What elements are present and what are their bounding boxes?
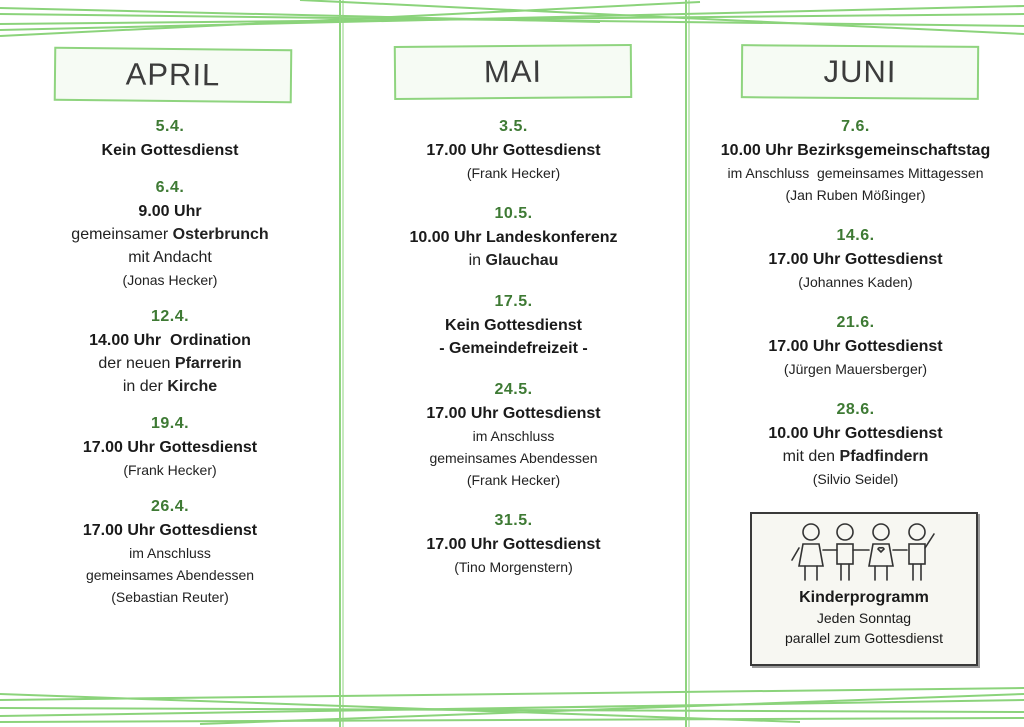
event-note: im Anschluss bbox=[472, 428, 555, 444]
event-detail-line bbox=[0, 352, 340, 375]
event-note: im Anschluss gemeinsames Mittagessen bbox=[727, 165, 984, 181]
event-detail-line bbox=[341, 249, 686, 272]
column-mai bbox=[341, 0, 686, 727]
column-juni bbox=[687, 0, 1024, 727]
event-detail-emphasis: Osterbrunch bbox=[172, 226, 269, 243]
event-note: (Jan Ruben Mößinger) bbox=[785, 187, 926, 203]
event-note: (Silvio Seidel) bbox=[812, 471, 899, 487]
column-april bbox=[0, 0, 340, 727]
event-detail-line bbox=[0, 223, 340, 246]
event-title: 17.00 Uhr Gottesdienst bbox=[426, 536, 601, 553]
event-title: - Gemeindefreizeit - bbox=[439, 340, 588, 357]
event-note: (Frank Hecker) bbox=[466, 165, 561, 181]
event-note: (Frank Hecker) bbox=[466, 472, 561, 488]
event-note: (Johannes Kaden) bbox=[798, 274, 913, 290]
event-item bbox=[0, 176, 340, 291]
month-title-april: APRIL bbox=[54, 47, 293, 103]
event-title: 17.00 Uhr Gottesdienst bbox=[82, 439, 258, 456]
kinderprogramm-title: Kinderprogramm bbox=[799, 589, 929, 606]
event-title: 10.00 Uhr Gottesdienst bbox=[768, 425, 943, 442]
event-item bbox=[0, 412, 340, 481]
event-title: 17.00 Uhr Gottesdienst bbox=[82, 522, 258, 539]
event-detail-line bbox=[687, 445, 1024, 468]
event-detail-line: mit Andacht bbox=[128, 249, 212, 266]
event-item bbox=[341, 509, 686, 578]
event-item bbox=[687, 398, 1024, 490]
event-date: 12.4. bbox=[150, 308, 190, 325]
kinderprogramm-line-1: Jeden Sonntag bbox=[816, 610, 912, 626]
event-detail-text: mit den bbox=[782, 448, 840, 465]
event-title: 9.00 Uhr bbox=[138, 203, 202, 220]
event-detail-text: in bbox=[468, 252, 486, 269]
kinderprogramm-box bbox=[750, 512, 978, 666]
event-detail-text: in der bbox=[122, 378, 168, 395]
event-title: 14.00 Uhr Ordination bbox=[89, 332, 251, 349]
event-item bbox=[0, 495, 340, 608]
event-note: (Tino Morgenstern) bbox=[454, 559, 573, 575]
event-note: (Frank Hecker) bbox=[123, 462, 217, 478]
kinderprogramm-line-2: parallel zum Gottesdienst bbox=[785, 630, 943, 646]
event-date: 19.4. bbox=[150, 415, 190, 432]
event-detail-emphasis: Pfarrerin bbox=[174, 355, 242, 372]
event-note: (Jonas Hecker) bbox=[122, 272, 218, 288]
event-item bbox=[687, 224, 1024, 293]
event-title: Kein Gottesdienst bbox=[445, 317, 582, 334]
event-item bbox=[341, 290, 686, 360]
event-list-juni bbox=[687, 115, 1024, 490]
event-title: Kein Gottesdienst bbox=[101, 142, 239, 159]
event-item bbox=[341, 378, 686, 491]
event-note: (Sebastian Reuter) bbox=[111, 589, 229, 605]
event-note: im Anschluss bbox=[129, 545, 211, 561]
event-detail-emphasis: Kirche bbox=[167, 378, 218, 395]
event-note: gemeinsames Abendessen bbox=[85, 567, 255, 583]
event-list-april bbox=[0, 115, 340, 608]
event-note: (Jürgen Mauersberger) bbox=[783, 361, 928, 377]
event-detail-text: gemeinsamer bbox=[71, 226, 173, 243]
event-title: 17.00 Uhr Gottesdienst bbox=[768, 338, 943, 355]
event-date: 17.5. bbox=[494, 293, 533, 310]
event-title: 10.00 Uhr Landeskonferenz bbox=[409, 229, 618, 246]
event-detail-emphasis: Pfadfindern bbox=[839, 448, 929, 465]
month-title-juni: JUNI bbox=[741, 44, 979, 100]
event-item bbox=[341, 202, 686, 272]
event-item bbox=[0, 305, 340, 398]
event-date: 28.6. bbox=[836, 401, 875, 418]
event-date: 24.5. bbox=[494, 381, 533, 398]
event-item bbox=[341, 115, 686, 184]
event-date: 26.4. bbox=[150, 498, 190, 515]
event-date: 10.5. bbox=[494, 205, 533, 222]
children-drawing-icon bbox=[789, 520, 939, 586]
event-title: 10.00 Uhr Bezirksgemeinschaftstag bbox=[720, 142, 991, 159]
event-date: 6.4. bbox=[155, 179, 185, 196]
event-date: 7.6. bbox=[841, 118, 870, 135]
event-item bbox=[687, 115, 1024, 206]
event-date: 31.5. bbox=[494, 512, 533, 529]
event-date: 3.5. bbox=[499, 118, 528, 135]
event-detail-line bbox=[0, 375, 340, 398]
event-title: 17.00 Uhr Gottesdienst bbox=[426, 142, 601, 159]
event-item bbox=[0, 115, 340, 162]
event-note: gemeinsames Abendessen bbox=[429, 450, 598, 466]
event-item bbox=[687, 311, 1024, 380]
event-title: 17.00 Uhr Gottesdienst bbox=[426, 405, 601, 422]
event-detail-emphasis: Glauchau bbox=[485, 252, 559, 269]
event-detail-text: der neuen bbox=[98, 355, 175, 372]
month-title-mai: MAI bbox=[394, 44, 632, 100]
event-date: 5.4. bbox=[155, 118, 185, 135]
event-list-mai bbox=[341, 115, 686, 578]
event-date: 21.6. bbox=[836, 314, 875, 331]
event-date: 14.6. bbox=[836, 227, 875, 244]
event-title: 17.00 Uhr Gottesdienst bbox=[768, 251, 943, 268]
